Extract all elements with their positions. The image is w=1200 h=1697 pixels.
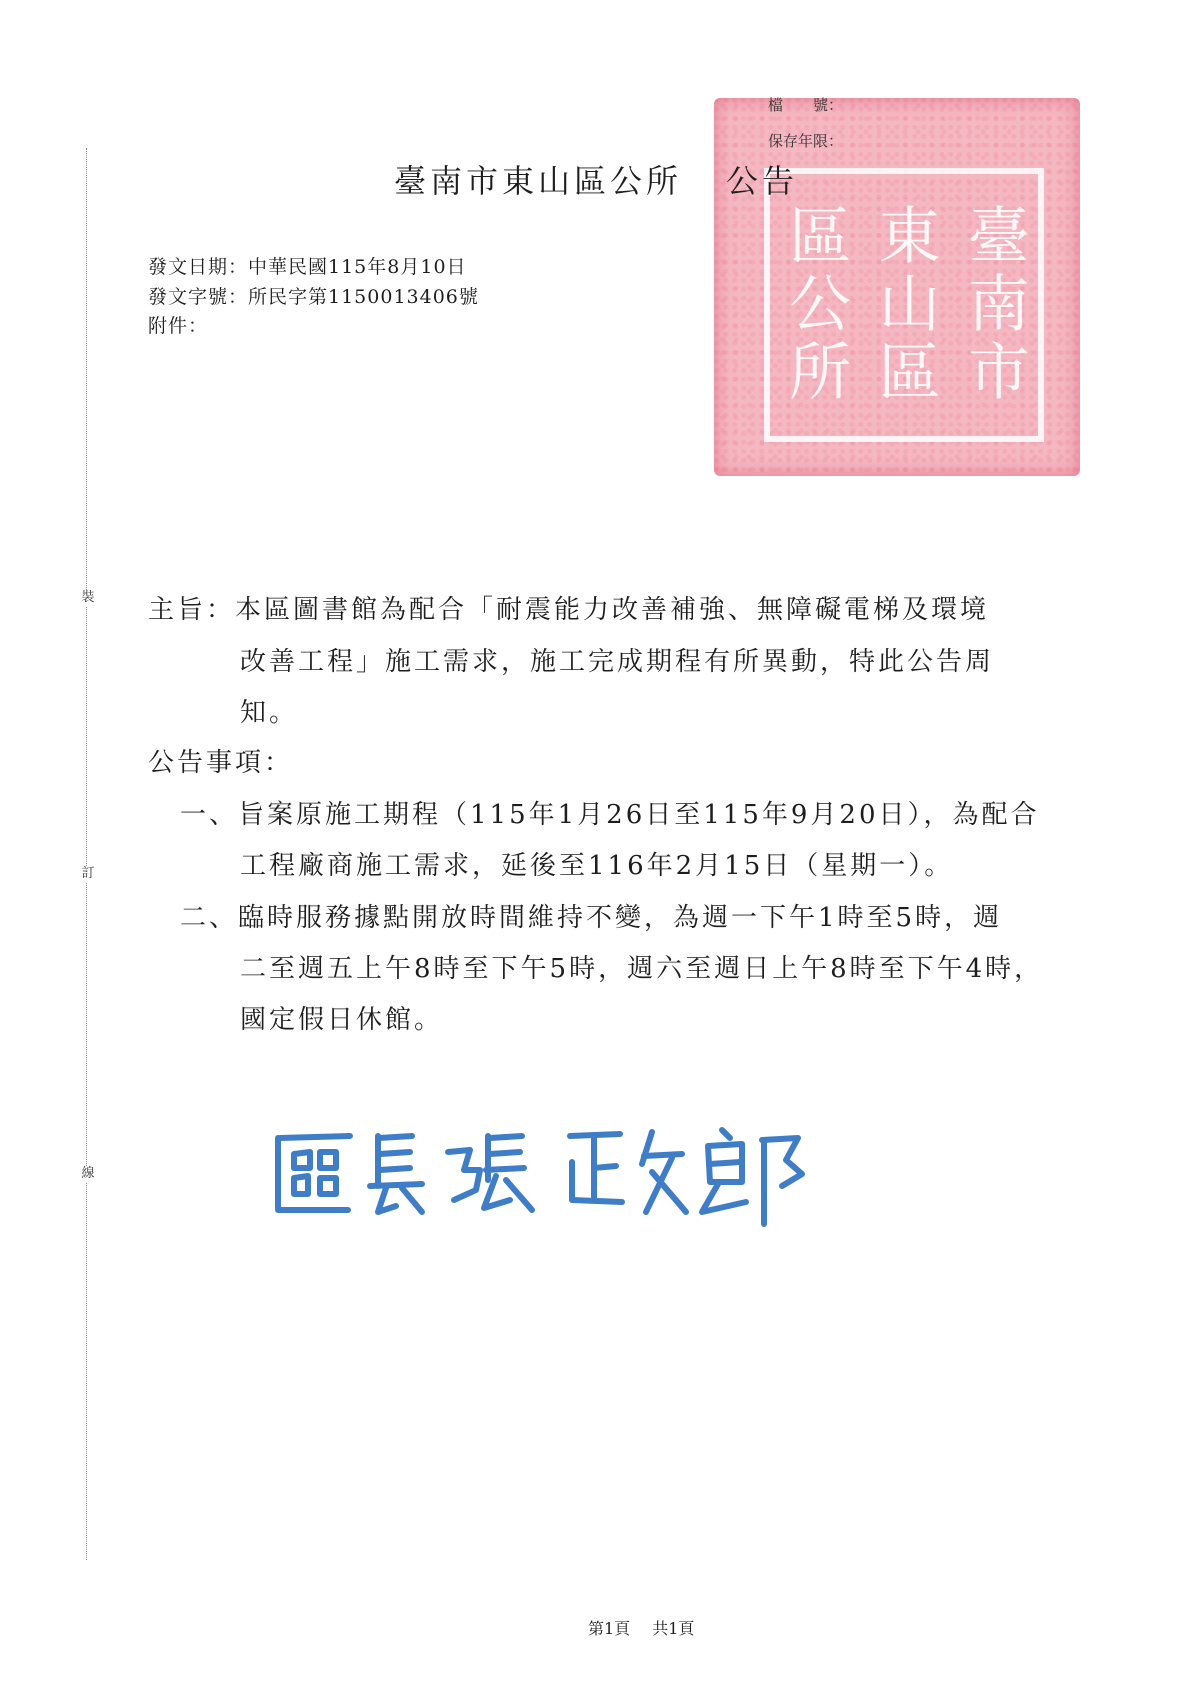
issue-date: 發文日期：中華民國115年8月10日 [148,256,467,278]
attachment-label: 附件： [148,315,209,337]
archive-retention-label: 保存年限： [768,132,844,150]
binding-char-zhuang: 裝 [81,590,95,605]
official-seal [714,98,1080,476]
seal-column-3: 區公所 [778,203,852,407]
item-1-line-2: 工程廠商施工需求，延後至116年2月15日（星期一）。 [240,851,954,881]
seal-column-1: 臺南市 [957,203,1031,407]
item-2-line-2: 二至週五上午8時至下午5時，週六至週日上午8時至下午4時， [240,954,1044,984]
items-heading: 公告事項： [148,748,294,778]
subject-line-1: 主旨：本區圖書館為配合「耐震能力改善補強、無障礙電梯及環境 [148,595,990,625]
subject-line-3: 知。 [240,698,299,728]
binding-char-xian: 線 [81,1166,95,1181]
document-type: 公告 [726,162,799,200]
subject-line-2: 改善工程」施工需求，施工完成期程有所異動，特此公告周 [240,647,995,677]
item-2-line-3: 國定假日休館。 [240,1005,444,1035]
seal-frame [764,168,1044,442]
agency-name: 臺南市東山區公所 [394,162,683,200]
item-1-line-1: 一、旨案原施工期程（115年1月26日至115年9月20日），為配合 [180,800,1040,830]
document-title [394,156,798,202]
binding-line [86,148,87,1560]
handwritten-signature [270,1116,870,1236]
binding-char-ding: 訂 [81,866,95,881]
page-total: 共1頁 [652,1619,695,1638]
document-number: 發文字號：所民字第1150013406號 [148,286,479,308]
seal-column-2: 東山區 [867,203,941,407]
page-footer [588,1616,694,1639]
page-number: 第1頁 [588,1619,631,1638]
archive-file-number-label: 檔 號： [768,96,844,114]
item-2-line-1: 二、臨時服務據點開放時間維持不變，為週一下午1時至5時，週 [180,903,1003,933]
